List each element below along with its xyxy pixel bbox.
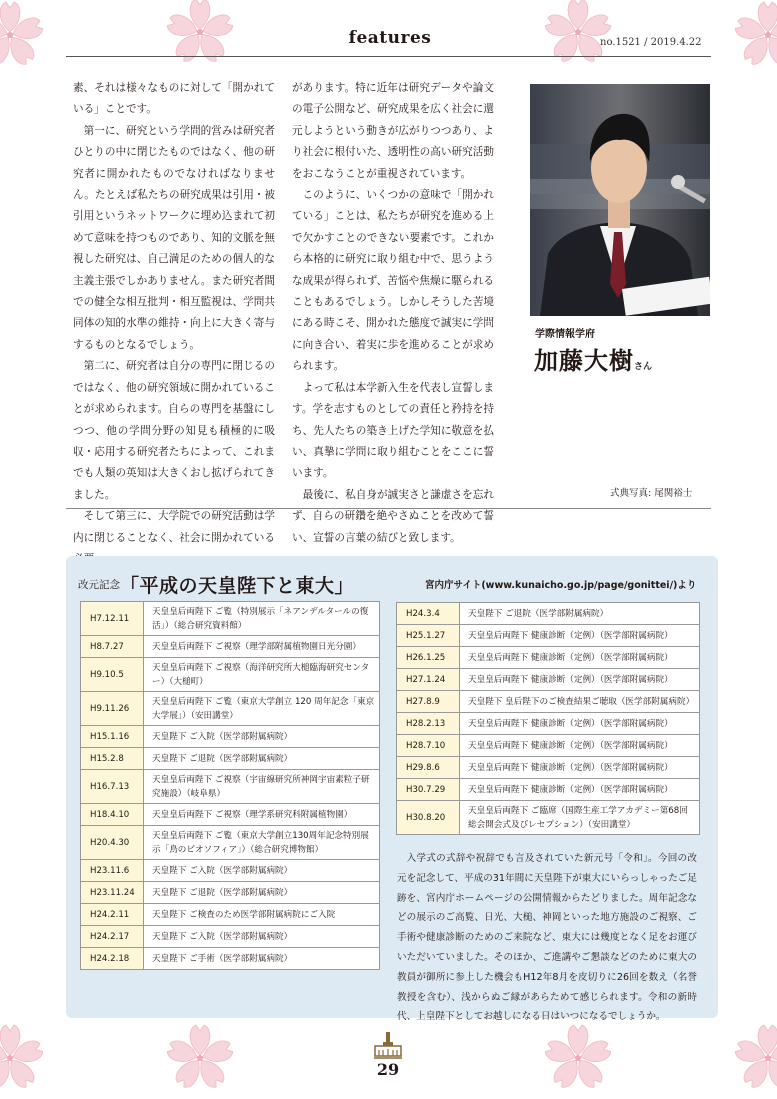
- visit-date: H23.11.6: [81, 860, 144, 882]
- visit-date: H23.11.24: [81, 882, 144, 904]
- feature-box-title: [78, 571, 354, 598]
- table-row: [397, 757, 700, 779]
- visit-date: H20.4.30: [81, 826, 144, 860]
- visit-date: H9.10.5: [81, 658, 144, 692]
- visit-event: 天皇皇后両陛下 ご視察（宇宙線研究所神岡宇宙素粒子研究施設）（岐阜県）: [144, 770, 380, 804]
- visit-date: H29.8.6: [397, 757, 460, 779]
- table-row: [397, 735, 700, 757]
- table-row: [81, 770, 380, 804]
- visit-date: H15.2.8: [81, 748, 144, 770]
- visit-date: H26.1.25: [397, 647, 460, 669]
- table-row: [397, 779, 700, 801]
- table-row: [81, 804, 380, 826]
- paragraph: 第一に、研究という学問的営みは研究者ひとりの中に閉じたものではなく、他の研究者に開かれたものでなければなりません。たとえば私たちの研究成果は引用・被引用というネットワークに埋め込まれて初めて意味を持つものであり、知的文脈を無視した研究は、自己満足のための個人的な主義主張でしかありません。また研究者間での健全な相互批判・相互監視は、学問共同体の知的水準の維持・向上に大きく寄与するものとなるでしょう。: [73, 124, 275, 351]
- section-divider: [66, 508, 711, 509]
- feature-box-heading: 「平成の天皇陛下と東大」: [120, 575, 355, 597]
- visit-event: 天皇皇后両陛下 健康診断（定例）（医学部附属病院）: [460, 647, 700, 669]
- table-row: [81, 636, 380, 658]
- header-rule: [66, 56, 711, 57]
- visit-event: 天皇皇后両陛下 ご覧（東京大学創立130周年記念特別展示「鳥のビオソフィア」）（総合研究博物館）: [144, 826, 380, 860]
- visit-event: 天皇皇后両陛下 健康診断（定例）（医学部附属病院）: [460, 757, 700, 779]
- table-row: [81, 692, 380, 726]
- visit-date: H24.2.17: [81, 926, 144, 948]
- visit-date: H24.2.18: [81, 948, 144, 970]
- caption-faculty: 学際情報学府: [535, 329, 595, 340]
- issue-info: no.1521 / 2019.4.22: [600, 37, 702, 48]
- table-row: [81, 748, 380, 770]
- visit-date: H28.7.10: [397, 735, 460, 757]
- caption-name: [534, 341, 652, 376]
- visit-event: 天皇陛下 ご退院（医学部附属病院）: [460, 603, 700, 625]
- table-row: [397, 713, 700, 735]
- visit-event: 天皇皇后両陛下 ご視察（理学系研究科附属植物園）: [144, 804, 380, 826]
- visit-event: 天皇皇后両陛下 健康診断（定例）（医学部附属病院）: [460, 779, 700, 801]
- paragraph: があります。特に近年は研究データや論文の電子公開など、研究成果を広く社会に還元しようという動きが広がりつつあり、より社会に根付いた、透明性の高い研究活動をおこなうことが重視されています。: [292, 82, 494, 180]
- visit-event: 天皇陛下 ご退院（医学部附属病院）: [144, 748, 380, 770]
- table-row: [81, 882, 380, 904]
- table-row: [81, 860, 380, 882]
- table-row: [81, 658, 380, 692]
- visit-event: 天皇陛下 ご入院（医学部附属病院）: [144, 926, 380, 948]
- paragraph: 素、それは様々なものに対して「開かれている」ことです。: [73, 82, 275, 116]
- paragraph: そして第三に、大学院での研究活動は学内に閉じることなく、社会に開かれている: [73, 510, 275, 544]
- speaker-name: 加藤大樹: [534, 347, 634, 375]
- speaker-photo: [530, 84, 710, 316]
- visit-event: 天皇陛下 ご入院（医学部附属病院）: [144, 860, 380, 882]
- visit-event: 天皇皇后両陛下 ご覧（東京大学創立 120 周年記念「東京大学展」）（安田講堂）: [144, 692, 380, 726]
- visit-date: H27.1.24: [397, 669, 460, 691]
- table-row: [81, 904, 380, 926]
- honorific: さん: [634, 362, 653, 372]
- table-row: [81, 602, 380, 636]
- visit-date: H28.2.13: [397, 713, 460, 735]
- visit-event: 天皇皇后両陛下 健康診断（定例）（医学部附属病院）: [460, 735, 700, 757]
- visit-event: 天皇陛下 ご検査のため医学部附属病院にご入院: [144, 904, 380, 926]
- note-paragraph: 入学式の式辞や祝辞でも言及されていた新元号「令和」。今回の改元を記念して、平成の31年間に天皇陛下が東大にいらっしゃったご足跡を、宮内庁ホームページの公開情報からたどりました。周年記念などの展示のご高覧、日光、大槌、神岡といった地方施設のご視察、ご手術や健康診断のためのご来院など、東大には幾度となく足をお運びいただいていました。そのほか、ご進講やご懇談などのために東大の教員が御所に参上した機会もH12年8月を皮切りに26回を数え（名誉教授を含む）、浅からぬご縁があらためて感じられます。令和の新時代、上皇陛下としてお越しになる日はいつになるでしょうか。: [397, 853, 697, 1023]
- article-column-2: [292, 78, 494, 549]
- paragraph: 最後に、私自身が誠実さと謙虚さを忘れず、自らの研鑽を絶やさぬことを改めて誓い、宣誓の言葉の結びと致します。: [292, 488, 494, 544]
- paragraph: 第二に、研究者は自分の専門に閉じるのではなく、他の研究領域に開かれていることが求められます。自らの専門を基盤にしつつ、他の学問分野の知見も積極的に吸収・応用する研究者たちによって、これまでも人類の英知は大きくおし拡げられてきました。: [73, 360, 275, 501]
- table-row: [81, 948, 380, 970]
- visit-date: H30.7.29: [397, 779, 460, 801]
- table-row: [81, 926, 380, 948]
- visits-table-left: [80, 601, 380, 970]
- visit-event: 天皇皇后両陛下 ご視察（理学部附属植物園日光分園）: [144, 636, 380, 658]
- feature-box-prefix: 改元記念: [78, 579, 120, 591]
- visit-event: 天皇皇后両陛下 ご覧（特別展示「ネアンデルタールの復活」）（総合研究資料館）: [144, 602, 380, 636]
- visit-event: 天皇皇后両陛下 健康診断（定例）（医学部附属病院）: [460, 669, 700, 691]
- table-row: [81, 826, 380, 860]
- visit-event: 天皇皇后両陛下 健康診断（定例）（医学部附属病院）: [460, 713, 700, 735]
- visit-date: H7.12.11: [81, 602, 144, 636]
- visit-date: H9.11.26: [81, 692, 144, 726]
- paragraph: よって私は本学新入生を代表し宣誓します。学を志すものとしての責任と矜持を持ち、先人たちの築き上げた学知に敬意を払い、真摯に学問に取り組むことをここに誓います。: [292, 381, 494, 480]
- section-title: features: [348, 28, 432, 48]
- visit-date: H24.3.4: [397, 603, 460, 625]
- visit-event: 天皇皇后両陛下 健康診断（定例）（医学部附属病院）: [460, 625, 700, 647]
- visit-event: 天皇陛下 ご入院（医学部附属病院）: [144, 726, 380, 748]
- table-row: [397, 691, 700, 713]
- visit-event: 天皇陛下 ご退院（医学部附属病院）: [144, 882, 380, 904]
- visit-date: H30.8.20: [397, 801, 460, 835]
- page-number: 29: [376, 1060, 400, 1079]
- visit-date: H8.7.27: [81, 636, 144, 658]
- visit-date: H27.8.9: [397, 691, 460, 713]
- paragraph: このように、いくつかの意味で「開かれている」ことは、私たちが研究を進める上で欠かすことのできない要素です。これから本格的に研究に取り組む中で、思うような成果が得られず、苦悩や焦燥に駆られることもあるでしょう。しかしそうした苦境にある時こそ、開かれた態度で誠実に学問に向き合い、着実に歩を進めることが求められます。: [292, 189, 494, 373]
- visit-date: H24.2.11: [81, 904, 144, 926]
- table-row: [397, 603, 700, 625]
- table-row: [81, 726, 380, 748]
- feature-note: [397, 849, 697, 1027]
- visit-date: H15.1.16: [81, 726, 144, 748]
- article-column-1: [73, 78, 275, 570]
- feature-box-source: 宮内庁サイト(www.kunaicho.go.jp/page/gonittei/)より: [425, 580, 697, 591]
- visit-event: 天皇皇后両陛下 ご視察（海洋研究所大槌臨海研究センター）（大槌町）: [144, 658, 380, 692]
- photo-credit: 式典写真: 尾関裕士: [610, 488, 693, 499]
- table-row: [397, 625, 700, 647]
- table-row: [397, 669, 700, 691]
- visit-date: H16.7.13: [81, 770, 144, 804]
- visit-event: 天皇陛下 ご手術（医学部附属病院）: [144, 948, 380, 970]
- yasuda-auditorium-icon: [373, 1030, 403, 1060]
- table-row: [397, 647, 700, 669]
- visit-date: H18.4.10: [81, 804, 144, 826]
- visit-event: 天皇皇后両陛下 ご臨席（国際生産工学アカデミー第68回総会開会式及びレセプション）（安田講堂）: [460, 801, 700, 835]
- visits-table-right: [396, 602, 700, 835]
- visit-date: H25.1.27: [397, 625, 460, 647]
- table-row: [397, 801, 700, 835]
- visit-event: 天皇陛下 皇后陛下のご検査結果ご聴取（医学部附属病院）: [460, 691, 700, 713]
